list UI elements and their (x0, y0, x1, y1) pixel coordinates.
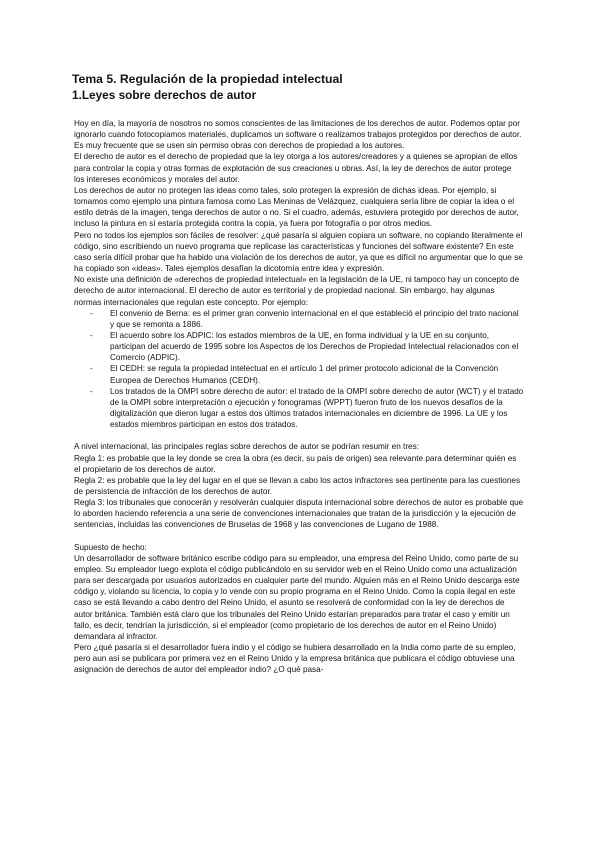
paragraph-case-1: Un desarrollador de software británico escribe código para su empleador, una empresa del Reino Unido, como parte de su empleo. Su empleador luego explota el código publicándolo en su servidor web en el Reino Unido como una actualización para ser descargada por usuarios autorizados en cualquier parte del mundo. Alguien más en el Reino Unido descarga este código y, violando su licencia, lo copia y lo vende con su propio programa en el Reino Unido. Como la copia ilegal en este caso se está llevando a cabo dentro del Reino Unido, el asunto se resolverá de conformidad con la ley de derechos de autor británica. También está claro que los tribunales del Reino Unido estarían preparados para tratar el caso y emitir un fallo, es decir, tendrían la jurisdicción, si el empleador (como propietario de los derechos de autor en el Reino Unido) demandara al infractor. (74, 553, 520, 641)
bullet-dash: - (90, 364, 93, 374)
bullet-dash: - (90, 308, 93, 318)
spacer (74, 531, 524, 542)
list-item (74, 363, 524, 385)
list-item (74, 386, 524, 431)
paragraph-rules-intro: A nivel internacional, las principales reglas sobre derechos de autor se podrían resumir en tres: (74, 442, 419, 452)
list-item-text: El acuerdo sobre los ADPIC: los estados miembros de la UE, en forma individual y la UE en su conjunto, participan del acuerdo de 1995 sobre los Aspectos de los Derechos de Propiedad Intelectual relacionados con el Comercio (ADPIC). (110, 330, 519, 363)
bullet-dash: - (90, 386, 93, 396)
paragraph-intro-4: Pero no todos los ejemplos son fáciles de resolver: ¿qué pasaría si alguien copiara un software, no copiando literalmente el código, sino escribiendo un nuevo programa que replicase las características y funciones del software existente? En este caso sería difícil probar que ha habido una violación de los derechos de autor, ya que es difícil no argumentar que lo que se ha copiado son «ideas». Tales ejemplos desafían la dicotomía entre idea y expresión. (74, 230, 523, 274)
treaty-list (74, 308, 524, 431)
paragraph-case-2: Pero ¿qué pasaría si el desarrollador fuera indio y el código se hubiera desarrollado en la India como parte de su empleo, pero aun así se publicara por primera vez en el Reino Unido y la empresa británica que publicara el código obtuviese una asignación de derechos de autor del empleador indio? ¿O qué pasa- (74, 643, 516, 675)
list-item-text: El convenio de Berna: es el primer gran convenio internacional en el que estableció el principio del trato nacional y que se remonta a 1886. (110, 308, 519, 329)
paragraph-rule-2: Regla 2: es probable que la ley del lugar en el que se llevan a cabo los actos infractores sea pertinente para las cuestiones de persistencia de infracción de los derechos de autor. (74, 475, 521, 496)
paragraph-intro-2: El derecho de autor es el derecho de propiedad que la ley otorga a los autores/creadores y a quienes se apropian de ellos para controlar la copia y otras formas de explotación de sus creaciones u obras. Así, la ley de derechos de autor protege los intereses económicos y morales del autor. (74, 152, 518, 184)
paragraph-intro-3: Los derechos de autor no protegen las ideas como tales, solo protegen la expresión de dichas ideas. Por ejemplo, si tomamos como ejemplo una pintura famosa como Las Meninas de Velázquez, cualquiera sería libre de copiar la idea o el estilo detrás de la imagen, tenga derechos de autor o no. Si el cuadro, además, estuviera protegido por derechos de autor, incluso la pintura en sí estaría protegida contra la copia, ya fuera por fotografía o por otros medios. (74, 185, 519, 229)
paragraph-rule-3: Regla 3: los tribunales que conocerán y resolverán cualquier disputa internacional sobre derechos de autor es probable que lo aborden haciendo referencia a una serie de convenciones internacionales que tratan de la jurisdicción y la ejecución de sentencias, incluidas las convenciones de Bruselas de 1968 y las convenciones de Lugano de 1988. (74, 498, 524, 530)
list-item (74, 308, 524, 330)
list-item-text: El CEDH: se regula la propiedad intelectual en el artículo 1 del primer protocolo adicional de la Convención Europea de Derechos Humanos (CEDH). (110, 364, 499, 385)
paragraph-rule-1: Regla 1: es probable que la ley donde se crea la obra (es decir, su país de origen) sea relevante para determinar quién es el propietario de los derechos de autor. (74, 453, 517, 474)
spacer (74, 430, 524, 441)
paragraph-intro-5: No existe una definición de «derechos de propiedad intelectual» en la legislación de la UE, ni tampoco hay un concepto de derecho de autor internacional. El derecho de autor es territorial y de propiedad nacional. Sin embargo, hay algunas normas internacionales que regulan este concepto. Por ejemplo: (74, 275, 520, 307)
case-heading: Supuesto de hecho: (74, 542, 147, 552)
paragraph-intro-1: Hoy en día, la mayoría de nosotros no somos conscientes de las limitaciones de los derechos de autor. Podemos optar por ignorarlo cuando fotocopiamos materiales, duplicamos un software o realizamos trabajos protegidos por derechos de autor. Es muy frecuente que se usen sin permiso obras con derechos de propiedad a los autores. (74, 119, 522, 151)
list-item-text: Los tratados de la OMPI sobre derecho de autor: el tratado de la OMPI sobre derecho de autor (WCT) y el tratado de la OMPI sobre interpretación o ejecución y fonogramas (WPPT) fueron fruto de los nuevos desafíos de la digitalización que dieron lugar a estos dos últimos tratados internacionales en diciembre de 1996. La UE y los estados miembros participan en estos dos tratados. (110, 386, 524, 430)
list-item (74, 330, 524, 363)
document-body (74, 118, 524, 676)
document-title: Tema 5. Regulación de la propiedad intelectual (72, 72, 343, 86)
section-subtitle: 1.Leyes sobre derechos de autor (72, 88, 257, 102)
bullet-dash: - (90, 330, 93, 340)
